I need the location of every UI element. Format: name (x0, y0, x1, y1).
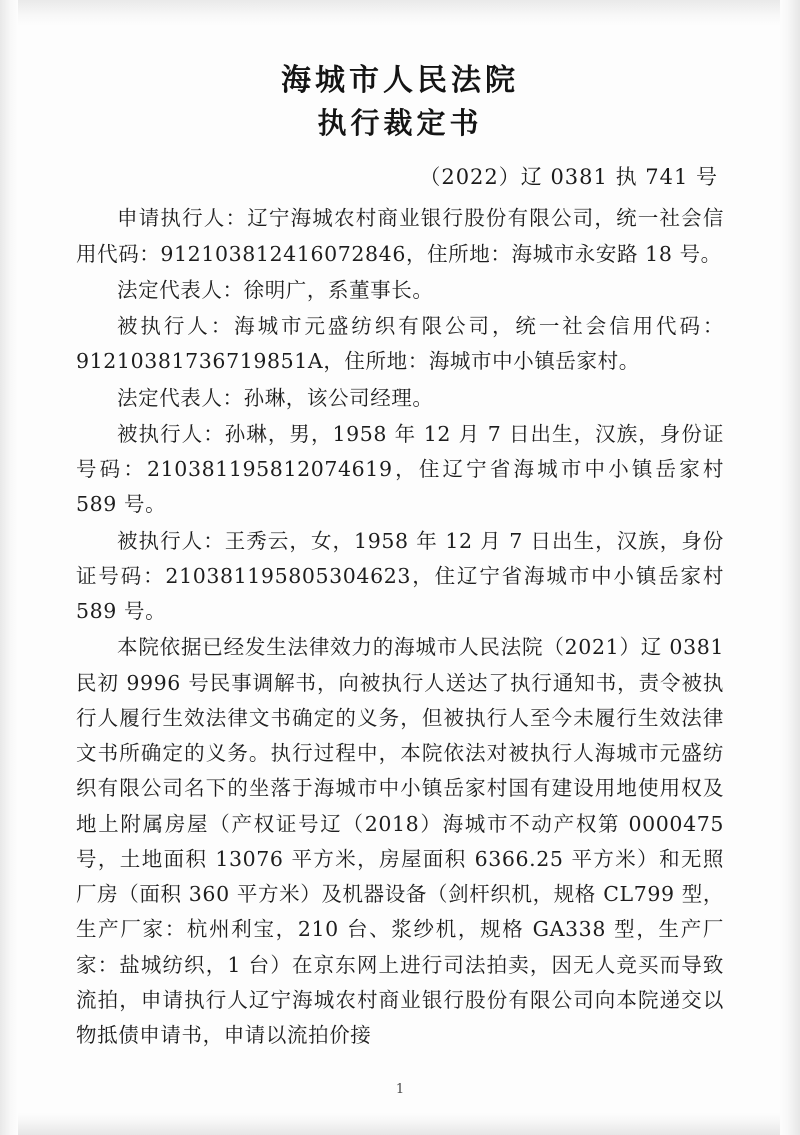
document-subtitle: 执行裁定书 (317, 106, 483, 141)
paragraph-body: 本院依据已经发生法律效力的海城市人民法院（2021）辽 0381 民初 9996 号民事调解书，向被执行人送达了执行通知书，责令被执行人履行生效法律文书确定的义务，但被执行人至今未履行生效法律文书所确定的义务。执行过程中，本院依法对被执行人海城市元盛纺织有限公司名下的坐落于海城市中小镇岳家村国有建设用地使用权及地上附属房屋（产权证号辽（2018）海城市不动产权第 0000475 号，土地面积 13076 平方米，房屋面积 6366.25 平方米）和无照厂房（面积 360 平方米）及机器设备（剑杆织机，规格 CL799 型，生产厂家：杭州利宝，210 台、浆纱机，规格 GA338 型，生产厂家：盐城纺织，1 台）在京东网上进行司法拍卖，因无人竞买而导致流拍，申请执行人辽宁海城农村商业银行股份有限公司向本院递交以物抵债申请书，申请以流拍价接 (76, 635, 724, 1048)
scan-edge-bottom (0, 1113, 800, 1135)
paragraph-respondent-legal-rep: 法定代表人：孙琳，该公司经理。 (117, 385, 434, 410)
document-content (76, 60, 724, 1054)
paragraph-applicant: 申请执行人：辽宁海城农村商业银行股份有限公司，统一社会信用代码：912103812416072846，住所地：海城市永安路 18 号。 (76, 206, 724, 266)
paragraph-respondent-person-2: 被执行人：王秀云，女，1958 年 12 月 7 日出生，汉族，身份证号码：210381195805304623，住辽宁省海城市中小镇岳家村 589 号。 (76, 528, 724, 624)
page-title: 海城市人民法院 (281, 63, 519, 98)
case-number: （2022）辽 0381 执 741 号 (419, 165, 718, 190)
paragraph-respondent-person-1: 被执行人：孙琳，男，1958 年 12 月 7 日出生，汉族，身份证号码：210381195812074619，住辽宁省海城市中小镇岳家村 589 号。 (76, 421, 724, 517)
scan-edge-left (0, 0, 18, 1135)
paragraph-applicant-legal-rep: 法定代表人：徐明广，系董事长。 (117, 277, 434, 302)
page-number: 1 (395, 1082, 405, 1097)
paragraph-respondent-company: 被执行人：海城市元盛纺织有限公司，统一社会信用代码：91210381736719851A，住所地：海城市中小镇岳家村。 (76, 314, 724, 374)
scan-edge-right (780, 0, 800, 1135)
scan-edge-top (0, 0, 800, 26)
